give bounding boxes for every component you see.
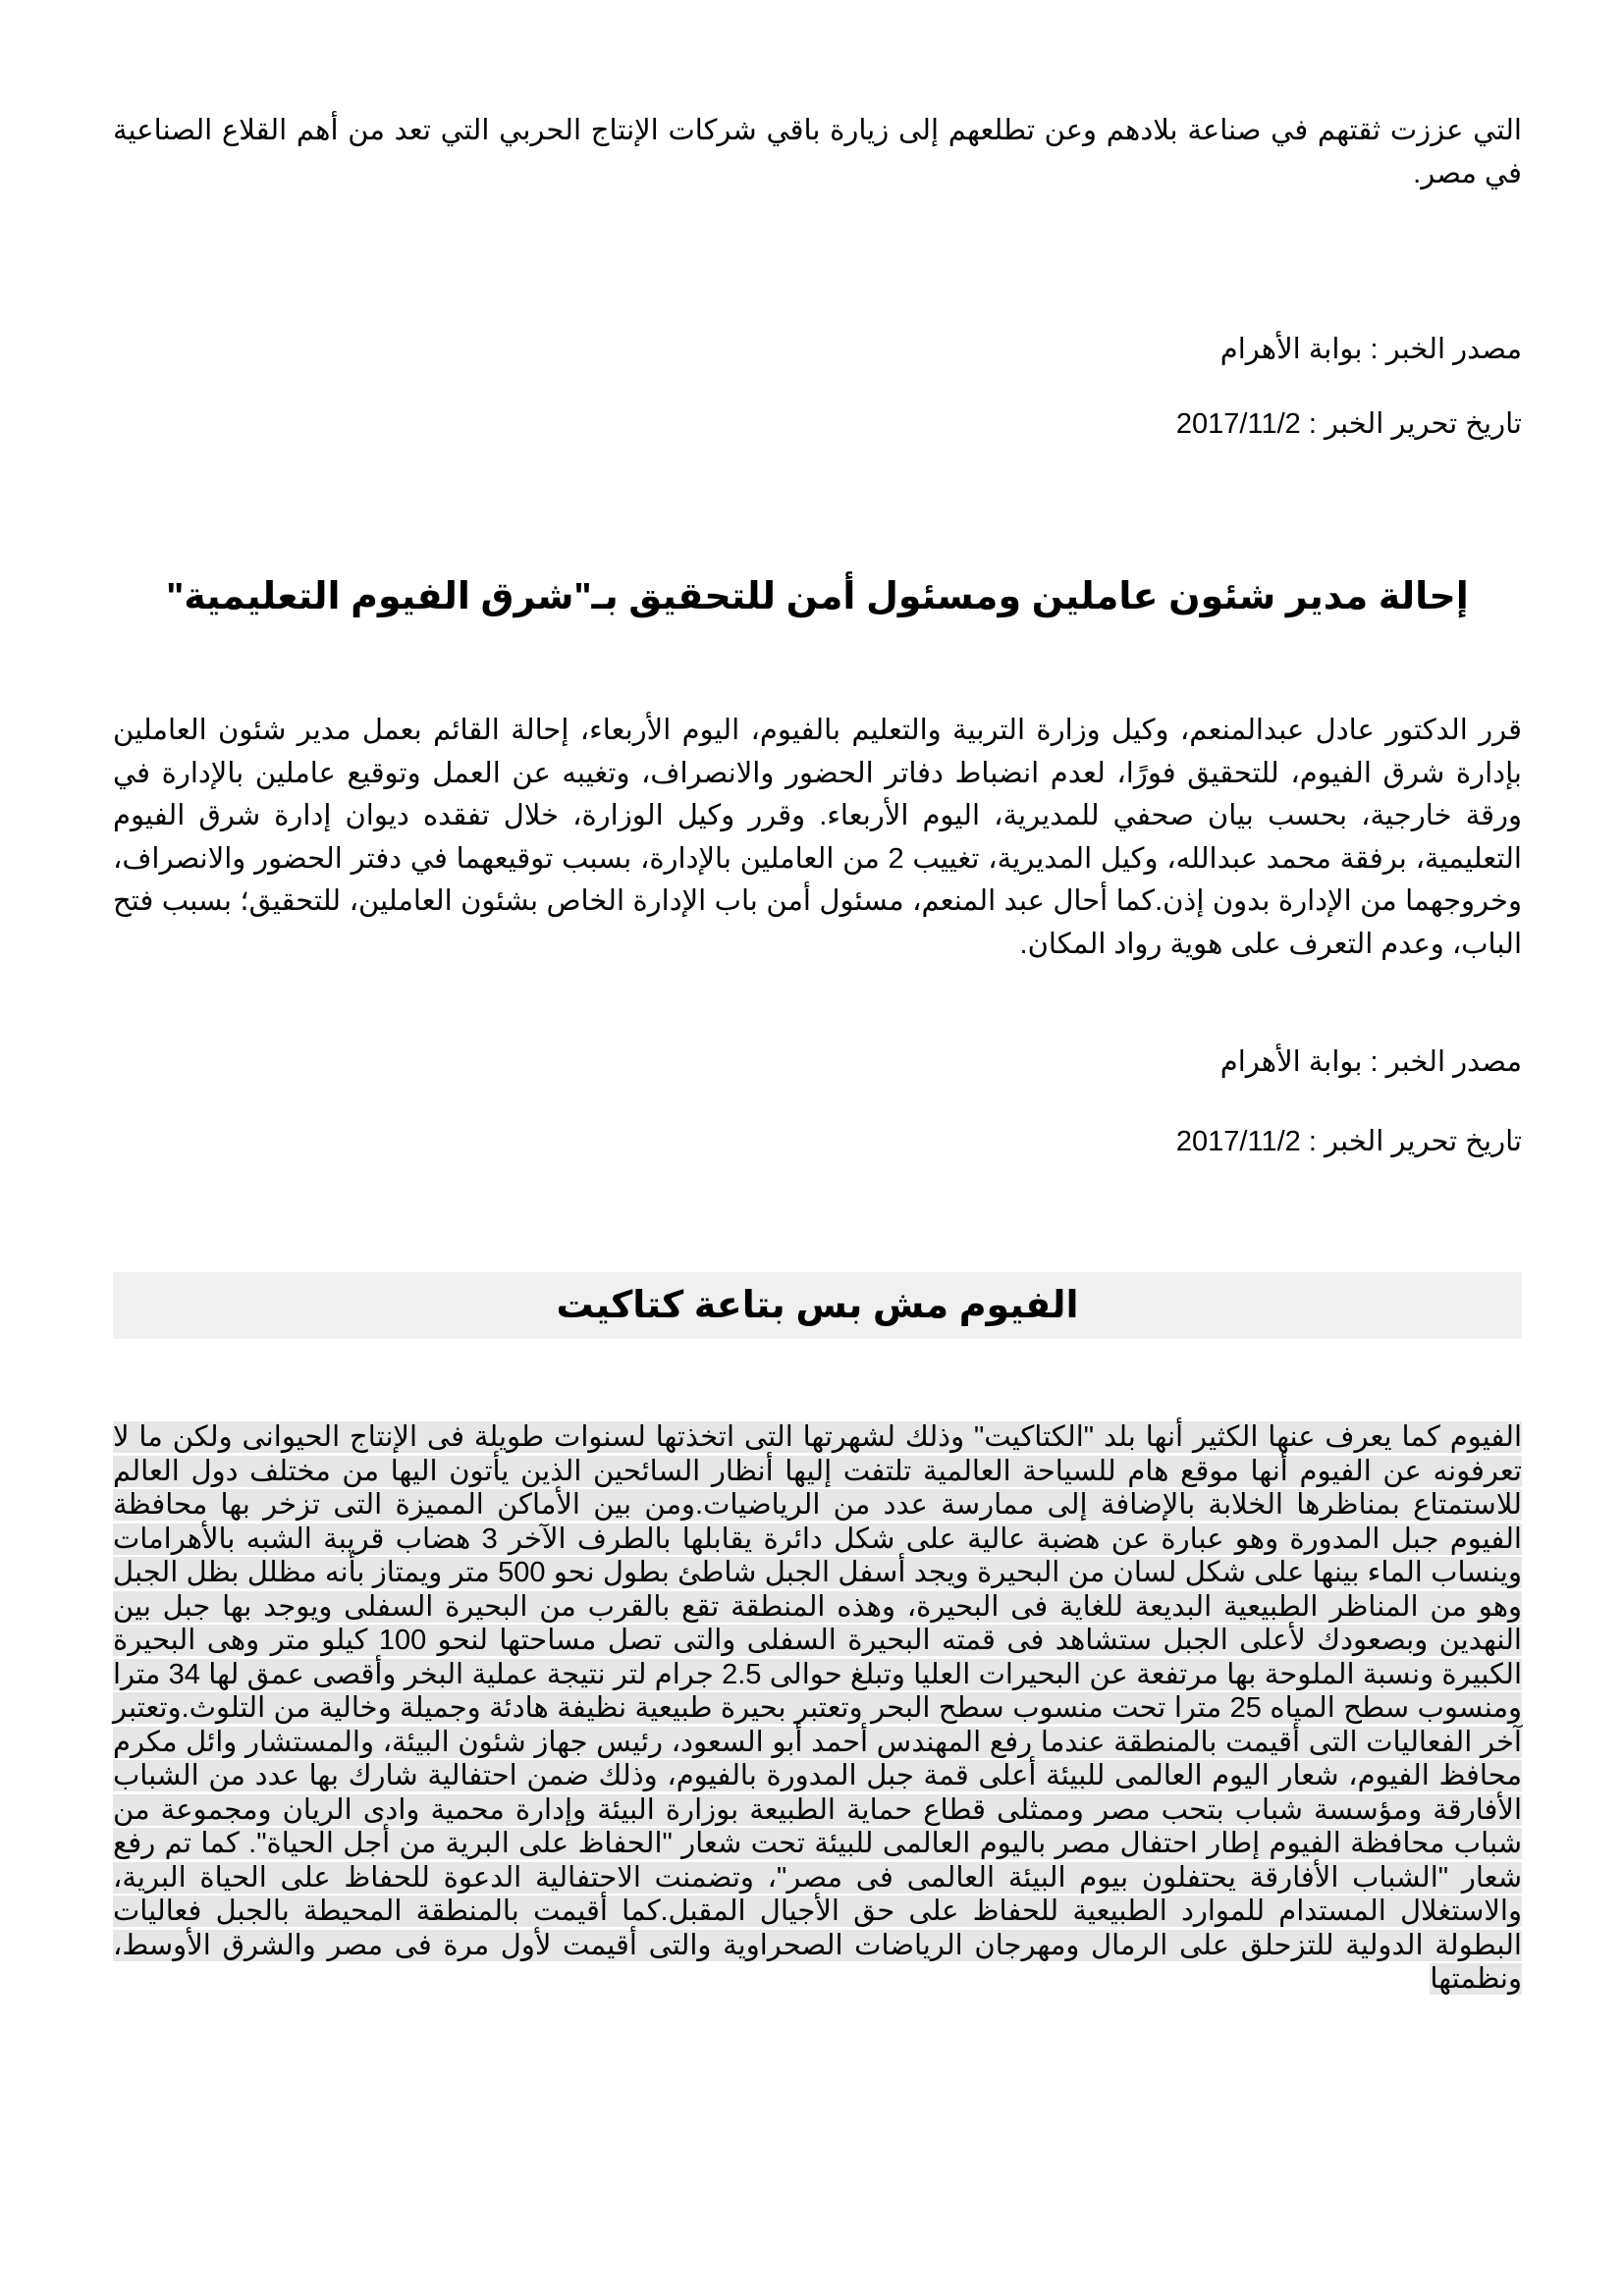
article2-title: إحالة مدير شئون عاملين ومسئول أمن للتحقيق بـ"شرق الفيوم التعليمية" bbox=[166, 576, 1469, 617]
intro-paragraph: التي عززت ثقتهم في صناعة بلادهم وعن تطلعهم إلى زيارة باقي شركات الإنتاج الحربي التي تعد من أهم القلاع الصناعية في مصر. bbox=[113, 115, 1522, 189]
article3-title: الفيوم مش بس بتاعة كتاكيت bbox=[556, 1285, 1079, 1326]
article3-title-banner bbox=[113, 1272, 1522, 1339]
article2-date: تاريخ تحرير الخبر : 2017/11/2 bbox=[1175, 1126, 1522, 1157]
article2-source: مصدر الخبر : بوابة الأهرام bbox=[1219, 1046, 1522, 1078]
article1-date: تاريخ تحرير الخبر : 2017/11/2 bbox=[1175, 408, 1522, 440]
article2-body: قرر الدكتور عادل عبدالمنعم، وكيل وزارة التربية والتعليم بالفيوم، اليوم الأربعاء، إحالة القائم بعمل مدير شئون العاملين بإدارة شرق الفيوم، للتحقيق فورًا، لعدم انضباط دفاتر الحضور والانصراف، وتغيبه عن العمل وتوقيع عاملين بالإدارة في ورقة خارجية، بحسب بيان صحفي للمديرية، اليوم الأربعاء. وقرر وكيل الوزارة، خلال تفقده ديوان إدارة شرق الفيوم التعليمية، برفقة محمد عبدالله، وكيل المديرية، تغييب 2 من العاملين بالإدارة، بسبب توقيعهما في دفتر الحضور والانصراف، وخروجهما من الإدارة بدون إذن.كما أحال عبد المنعم، مسئول أمن باب الإدارة الخاص بشئون العاملين، للتحقيق؛ بسبب فتح الباب، وعدم التعرف على هوية رواد المكان. bbox=[113, 715, 1522, 960]
article3-body-block bbox=[113, 1420, 1522, 1997]
article1-source: مصدر الخبر : بوابة الأهرام bbox=[1219, 334, 1522, 365]
article3-body: الفيوم كما يعرف عنها الكثير أنها بلد "الكتاكيت" وذلك لشهرتها التى اتخذتها لسنوات طويلة فى الإنتاج الحيوانى ولكن ما لا تعرفونه عن الفيوم أنها موقع هام للسياحة العالمية تلتفت إليها أنظار السائحين الذين يأتون اليها من مختلف دول العالم للاستمتاع بمناظرها الخلابة بالإضافة إلى ممارسة عدد من الرياضيات.ومن بين الأماكن المميزة التى تزخر بها محافظة الفيوم جبل المدورة وهو عبارة عن هضبة عالية على شكل دائرة يقابلها بالطرف الآخر 3 هضاب قريبة الشبه بالأهرامات وينساب الماء بينها على شكل لسان من البحيرة ويجد أسفل الجبل شاطئ بطول نحو 500 متر ويمتاز بأنه مظلل بظل الجبل وهو من المناظر الطبيعية البديعة للغاية فى البحيرة، وهذه المنطقة تقع بالقرب من البحيرة السفلى ويوجد بها جبل بين النهدين وبصعودك لأعلى الجبل ستشاهد فى قمته البحيرة السفلى والتى تصل مساحتها لنحو 100 كيلو متر وهى البحيرة الكبيرة ونسبة الملوحة بها مرتفعة عن البحيرات العليا وتبلغ حوالى 2.5 جرام لتر نتيجة عملية البخر وأقصى عمق لها 34 مترا ومنسوب سطح المياه 25 مترا تحت منسوب سطح البحر وتعتبر بحيرة طبيعية نظيفة هادئة وجميلة وخالية من التلوث.وتعتبر آخر الفعاليات التى أقيمت بالمنطقة عندما رفع المهندس أحمد أبو السعود، رئيس جهاز شئون البيئة، والمستشار وائل مكرم محافظ الفيوم، شعار اليوم العالمى للبيئة أعلى قمة جبل المدورة بالفيوم، وذلك ضمن احتفالية شارك بها عدد من الشباب الأفارقة ومؤسسة شباب بتحب مصر وممثلى قطاع حماية الطبيعة بوزارة البيئة وإدارة محمية وادى الريان ومجموعة من شباب محافظة الفيوم إطار احتفال مصر باليوم العالمى للبيئة تحت شعار "الحفاظ على البرية من أجل الحياة". كما تم رفع شعار "الشباب الأفارقة يحتفلون بيوم البيئة العالمى فى مصر"، وتضمنت الاحتفالية الدعوة للحفاظ على الحياة البرية، والاستغلال المستدام للموارد الطبيعية للحفاظ على حق الأجيال المقبل.كما أقيمت بالمنطقة المحيطة بالجبل فعاليات البطولة الدولية للتزحلق على الرمال ومهرجان الرياضات الصحراوية والتى أقيمت لأول مرة فى مصر والشرق الأوسط، ونظمتها bbox=[113, 1421, 1523, 1995]
